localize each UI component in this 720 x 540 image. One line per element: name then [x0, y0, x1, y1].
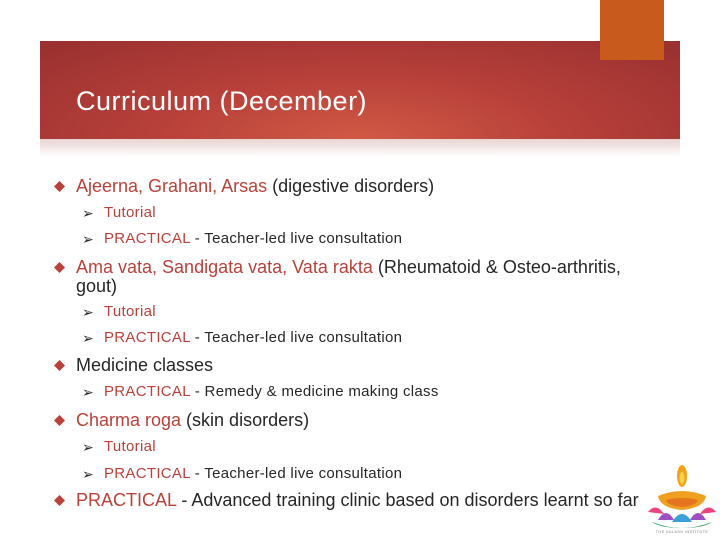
item-text: (digestive disorders) [267, 176, 435, 196]
sub-list-item [82, 383, 664, 401]
list-item [76, 258, 656, 296]
sub-item-highlight: Tutorial [104, 204, 156, 221]
list-item [76, 491, 656, 510]
diamond-bullet-icon [54, 181, 65, 192]
item-text: - Advanced training clinic based on disorders learnt so far [176, 490, 639, 510]
item-highlight: PRACTICAL [76, 490, 177, 510]
diamond-bullet-icon [54, 415, 65, 426]
arrow-bullet-icon: ➢ [82, 439, 95, 455]
arrow-bullet-icon: ➢ [82, 231, 95, 247]
arrow-bullet-icon: ➢ [82, 384, 95, 400]
sub-item-text: - Teacher-led live consultation [190, 329, 403, 346]
sub-item-highlight: PRACTICAL [104, 383, 191, 400]
sub-item-text: - Remedy & medicine making class [190, 383, 439, 400]
item-highlight: Charma roga [76, 410, 182, 430]
diamond-bullet-icon [54, 360, 65, 371]
item-text: (Rheumatoid & Osteo-arthritis, gout) [76, 257, 621, 296]
list-item [76, 177, 656, 196]
sub-list-item [82, 230, 664, 248]
item-highlight: Ama vata, Sandigata vata, Vata rakta [76, 257, 373, 277]
sub-item-highlight: Tutorial [104, 303, 156, 320]
arrow-bullet-icon: ➢ [82, 205, 95, 221]
diamond-bullet-icon [54, 495, 65, 506]
list-item [76, 356, 656, 375]
item-highlight: Ajeerna, Grahani, Arsas [76, 176, 268, 196]
sub-item-text: - Teacher-led live consultation [190, 230, 403, 247]
slide-title: Curriculum (December) [76, 86, 368, 116]
arrow-bullet-icon: ➢ [82, 466, 95, 482]
sub-item-highlight: PRACTICAL [104, 329, 191, 346]
sub-item-text: - Teacher-led live consultation [190, 465, 403, 482]
sub-item-highlight: PRACTICAL [104, 465, 191, 482]
diamond-bullet-icon [54, 262, 65, 273]
sub-list-item [82, 329, 664, 347]
arrow-bullet-icon: ➢ [82, 304, 95, 320]
logo-caption: THE KALASH INSTITUTE [655, 529, 709, 534]
sub-item-highlight: Tutorial [104, 438, 156, 455]
sub-list-item [82, 303, 664, 321]
sub-list-item [82, 438, 664, 456]
arrow-bullet-icon: ➢ [82, 330, 95, 346]
sub-list-item [82, 204, 664, 222]
sub-list-item [82, 465, 664, 483]
list-item [76, 411, 656, 430]
sub-item-highlight: PRACTICAL [104, 230, 191, 247]
item-text: (skin disorders) [181, 410, 310, 430]
item-text: Medicine classes [76, 355, 214, 375]
